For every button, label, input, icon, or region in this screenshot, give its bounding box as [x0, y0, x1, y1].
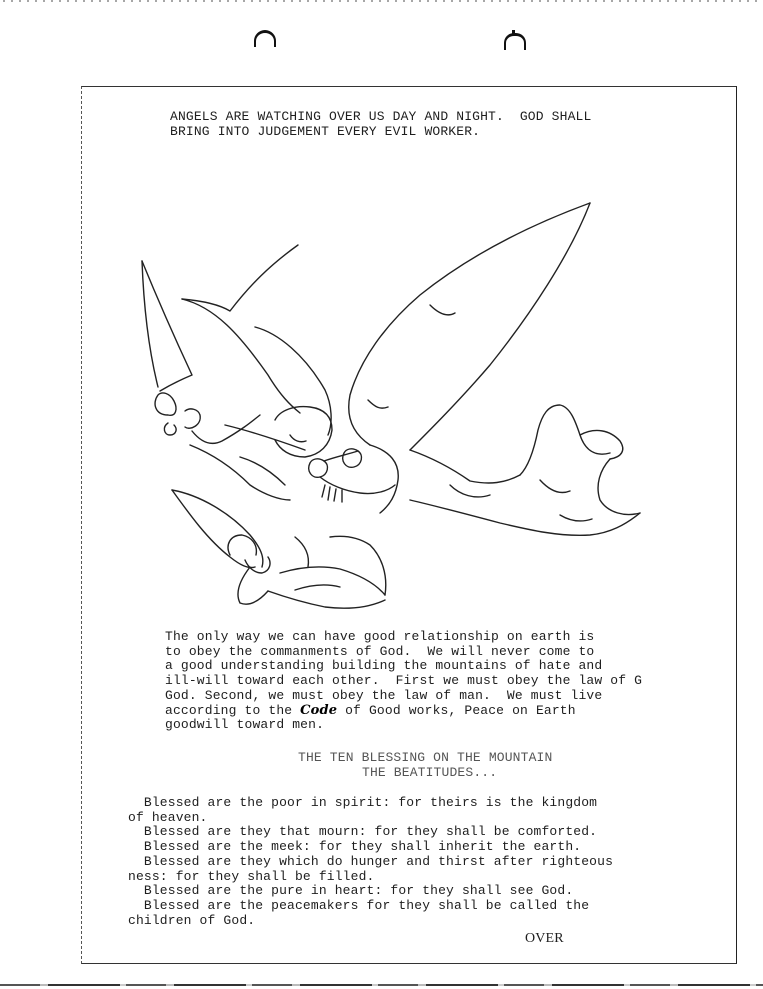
- paragraph-line: The only way we can have good relationship on earth is: [165, 629, 595, 644]
- top-dotted-edge: [0, 0, 763, 2]
- code-line-prefix: according to the: [165, 702, 301, 718]
- paragraph-line: a good understanding building the mountains of hate and: [165, 658, 603, 674]
- blessing-line: Blessed are the peacemakers for they shall be called the: [128, 897, 590, 913]
- handwritten-correction: Code: [300, 702, 338, 718]
- beatitudes-title: THE TEN BLESSING ON THE MOUNTAIN: [298, 750, 553, 765]
- blessing-line: children of God.: [128, 912, 256, 928]
- paragraph-line: to obey the commanments of God. We will never come to: [165, 643, 595, 659]
- blessing-line: ness: for they shall be filled.: [128, 868, 375, 884]
- blessing-line: Blessed are the pure in heart: for they shall see God.: [128, 883, 574, 899]
- paragraph-line: God. Second, we must obey the law of man. We must live: [165, 687, 603, 703]
- blessing-line: of heaven.: [128, 809, 208, 825]
- paragraph-line: ill-will toward each other. First we must obey the law of G: [165, 673, 643, 689]
- punch-hole-mark-left: [254, 30, 276, 47]
- beatitudes-subtitle: THE BEATITUDES...: [362, 765, 498, 780]
- blessing-line: Blessed are they that mourn: for they shall be comforted.: [128, 824, 598, 840]
- punch-hole-mark-right: [504, 33, 526, 50]
- paragraph-line-code: [165, 704, 642, 719]
- heading-line: ANGELS ARE WATCHING OVER US DAY AND NIGHT. GOD SHALL: [170, 109, 592, 124]
- paragraph-line: goodwill toward men.: [165, 717, 325, 733]
- blessing-line: Blessed are the poor in spirit: for theirs is the kingdom: [128, 795, 598, 810]
- main-paragraph: [165, 630, 642, 733]
- code-line-suffix: of Good works, Peace on Earth: [337, 702, 576, 718]
- heading-line: BRING INTO JUDGEMENT EVERY EVIL WORKER.: [170, 123, 481, 139]
- over-label: OVER: [525, 931, 564, 946]
- blessing-line: Blessed are the meek: for they shall inherit the earth.: [128, 839, 582, 855]
- beatitudes-list: [128, 796, 613, 928]
- blessing-line: Blessed are they which do hunger and thirst after righteous: [128, 853, 614, 869]
- angel-illustration-icon: [130, 195, 690, 615]
- bottom-edge-rule: [0, 984, 763, 986]
- page-heading: [170, 110, 591, 139]
